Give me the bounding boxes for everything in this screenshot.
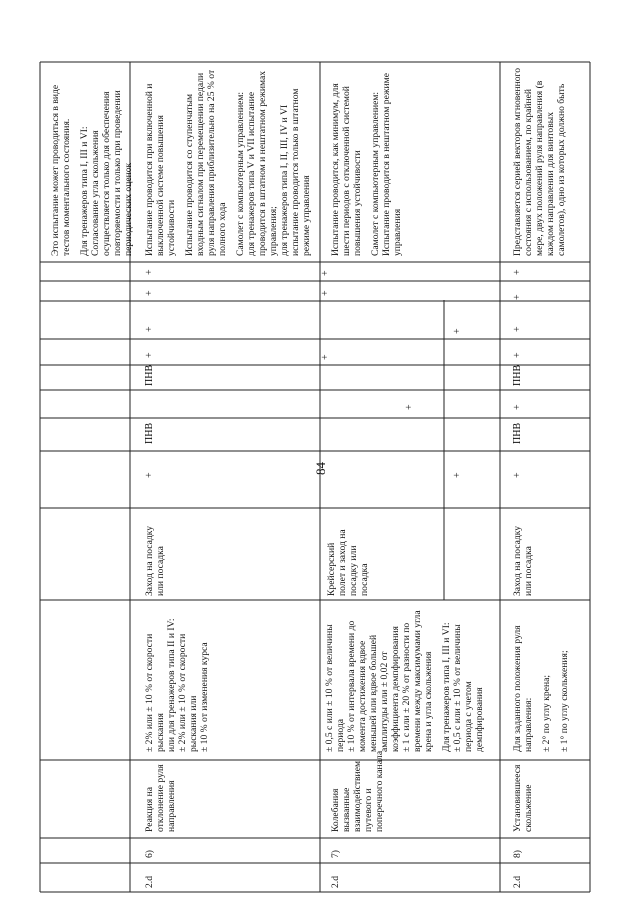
row-8-mark-4: ПНВ bbox=[512, 364, 523, 386]
row-8-num: 8) bbox=[512, 850, 523, 858]
row-8-mark-2: ПНВ bbox=[512, 422, 523, 444]
row-8-mark-9: + bbox=[512, 269, 523, 275]
row-8-mark-3: + bbox=[512, 404, 523, 410]
row-8-tolerance: Для заданного положения руля направления: ± 2° по углу крена; ± 1° по углу скольжения; bbox=[512, 625, 570, 752]
row-8-mark-5: + bbox=[512, 352, 523, 358]
row-6-mark-9: + bbox=[144, 269, 155, 275]
row-7-mark-bottom-7: + bbox=[452, 328, 463, 334]
row-7-mark-bottom-3: + bbox=[404, 404, 415, 410]
row-7-id: 2.d bbox=[330, 876, 341, 888]
row-8-mark-7: + bbox=[512, 294, 523, 300]
row-6-comment: Испытание проводится при включенной и выключенной системе повышения устойчивости Испытание проводится со ступенчатым входным сигналом при перемещении педали руля направления приблизительно на 25 % от полного хода Самолет с компьютерным управлением: для тренажеров типа V и VII испытание проводится в штатном и нештатном режимах управления; для тренажеров типа I, II, III, IV и VI испытание проводится только в штатном режиме управления bbox=[144, 69, 312, 256]
row-6-mark-2: ПНВ bbox=[144, 422, 155, 444]
row-8-comment: Представляется серией векторов мгновенного состояния с использованием, по крайней мере, двух положений руля направления (в каждом направлении для винтовых самолетов), одно из которых должно быть bbox=[512, 67, 567, 256]
row-7-mark-bottom-1: + bbox=[452, 472, 463, 478]
row-7-tolerance: ± 0,5 с или ± 10 % от величины периода ± 10 % от интервала времени до момента достижения вдвое меньшей или вдвое большей амплитуды или ± 0,02 от коэффициента демпфирования ± 1 с или ± 20 % от разности по времени между максимумами угла крена и угла скольжения Для тренажеров типа I, III и VI: ± 0,5 с или ± 10 % от величины периода с учетом демпфирования bbox=[324, 610, 485, 752]
row-6-num: 6) bbox=[144, 850, 155, 858]
row-6-condition: Заход на посадку или посадка bbox=[144, 525, 166, 596]
row-8-condition: Заход на посадку или посадка bbox=[512, 525, 534, 596]
row-8-mark-6: + bbox=[512, 326, 523, 332]
row-6-tolerance: ± 2% или ± 10 % от скорости рыскания или для тренажеров типа II и IV: ± 2% или ± 10 % от скорости рыскания или ± 10 % от изменения курса bbox=[144, 618, 210, 752]
row-7-comment: Испытание проводится, как минимум, для шести периодов с отключенной системой повышения устойчивости Самолет с компьютерным управлением: Испытание проводится в нештатном режиме управления bbox=[330, 73, 403, 256]
row-6-mark-5: + bbox=[144, 352, 155, 358]
row-8-id: 2.d bbox=[512, 876, 523, 888]
row-7-mark-top-8: + bbox=[320, 290, 331, 296]
top-fragment-comment: Это испытание может проводиться в виде тестов моментального состояния. Для тренажеров типа I, III и VI: Согласование угла скольжения осуществляется только для обеспечения повторяемости и только при проведении периодических оценок bbox=[50, 84, 134, 256]
row-6-mark-6: + bbox=[144, 326, 155, 332]
page-number: 84 bbox=[313, 462, 328, 475]
row-7-mark-top-9: + bbox=[320, 270, 331, 276]
row-6-id: 2.d bbox=[144, 876, 155, 888]
row-8-mark-1: + bbox=[512, 472, 523, 478]
row-8-test: Установившееся скольжение bbox=[512, 764, 534, 832]
row-7-test: Колебания вызванные взаимодействием путевого и поперечного канала bbox=[330, 750, 385, 832]
row-7-condition: Крейсерский полет и заход на посадку или посадка bbox=[326, 529, 370, 596]
row-6-mark-1: + bbox=[144, 472, 155, 478]
row-6-mark-8: + bbox=[144, 290, 155, 296]
row-6-mark-4: ПНВ bbox=[144, 364, 155, 386]
row-6-test: Реакция на отклонение руля направления bbox=[144, 764, 177, 832]
row-7-num: 7) bbox=[330, 850, 341, 858]
row-7-mark-top-5: + bbox=[320, 354, 331, 360]
